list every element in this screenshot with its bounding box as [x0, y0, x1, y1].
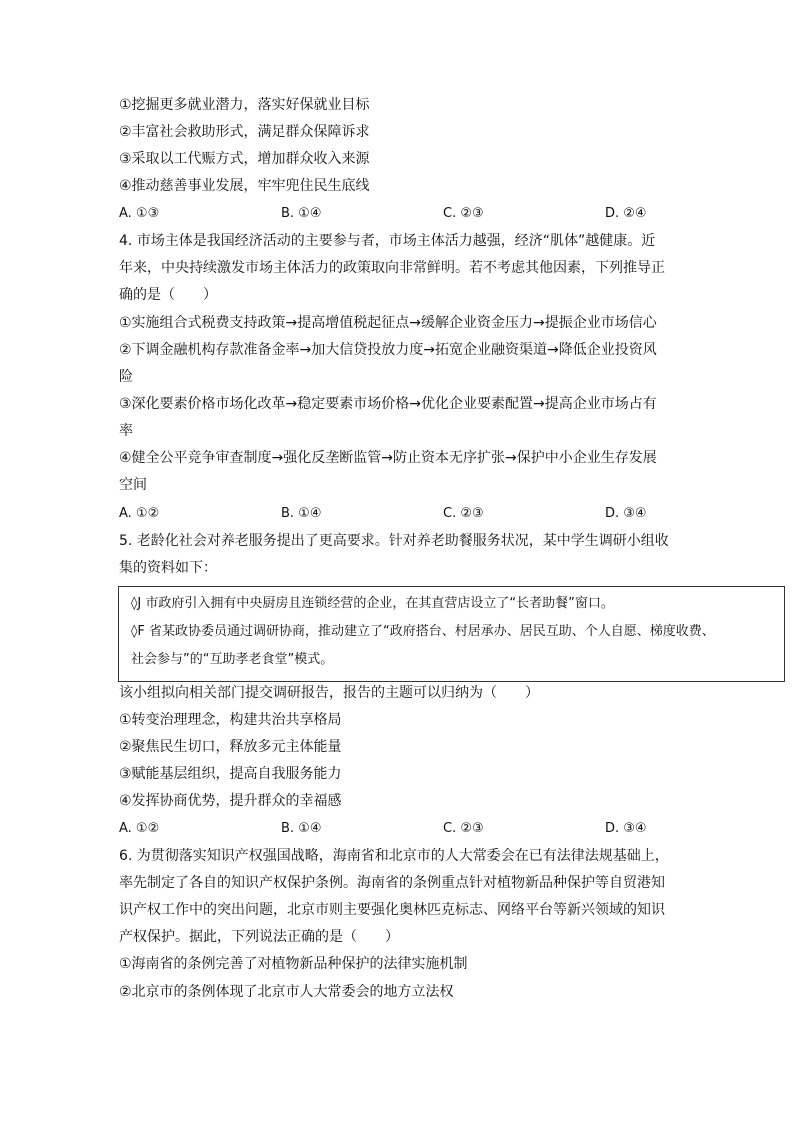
q4-option-a: A. ①② [119, 506, 160, 521]
q3-option-a: A. ①③ [119, 206, 160, 221]
material-box [118, 586, 785, 682]
q4-item-4: ④健全公平竞争审查制度→强化反垄断监管→防止资本无序扩张→保护中小企业生存发展 [119, 450, 657, 466]
q4-item-2: ②下调金融机构存款准备金率→加大信贷投放力度→拓宽企业融资渠道→降低企业投资风 [119, 342, 657, 358]
q4-stem-line-1: 4. 市场主体是我国经济活动的主要参与者，市场主体活力越强，经济“肌体”越健康。近 [119, 233, 656, 249]
q5-stem-line-1: 5. 老龄化社会对养老服务提出了更高要求。针对养老助餐服务状况，某中学生调研小组收 [119, 533, 669, 549]
material-line-2: ◊F 省某政协委员通过调研协商，推动建立了“政府搭台、村居承办、居民互助、个人自愿、梯度收费、 [131, 624, 715, 639]
q5-item-1: ①转变治理理念，构建共治共享格局 [119, 712, 342, 728]
q4-stem-line-2: 年来，中央持续激发市场主体活力的政策取向非常鲜明。若不考虑其他因素，下列推导正 [119, 260, 665, 276]
q3-option-b: B. ①④ [281, 206, 322, 221]
q5-item-3: ③赋能基层组织，提高自我服务能力 [119, 766, 342, 782]
q4-option-d: D. ③④ [605, 506, 647, 521]
q6-item-1: ①海南省的条例完善了对植物新品种保护的法律实施机制 [119, 956, 468, 972]
q4-stem-line-3: 确的是（ ） [119, 287, 217, 303]
material-line-3: 社会参与”的“互助孝老食堂”模式。 [131, 652, 334, 667]
q5-option-b: B. ①④ [281, 821, 322, 836]
q4-item-4-cont: 空间 [119, 477, 147, 493]
q4-option-b: B. ①④ [281, 506, 322, 521]
q6-stem-line-2: 率先制定了各自的知识产权保护条例。海南省的条例重点针对植物新品种保护等自贸港知 [119, 875, 665, 891]
q5-option-c: C. ②③ [443, 821, 484, 836]
q5-item-4: ④发挥协商优势，提升群众的幸福感 [119, 793, 342, 809]
q3-item-2: ②丰富社会救助形式，满足群众保障诉求 [119, 124, 370, 140]
q3-item-1: ①挖掘更多就业潜力，落实好保就业目标 [119, 97, 370, 113]
q5-question: 该小组拟向相关部门提交调研报告，报告的主题可以归纳为（ ） [119, 685, 539, 701]
q6-stem-line-3: 识产权工作中的突出问题，北京市则主要强化奥林匹克标志、网络平台等新兴领域的知识 [119, 902, 665, 918]
q6-stem-line-4: 产权保护。据此，下列说法正确的是（ ） [119, 929, 399, 945]
q4-item-3-cont: 率 [119, 423, 133, 439]
q6-stem-line-1: 6. 为贯彻落实知识产权强国战略，海南省和北京市的人大常委会在已有法律法规基础上， [119, 848, 669, 864]
q4-item-3: ③深化要素价格市场化改革→稳定要素市场价格→优化企业要素配置→提高企业市场占有 [119, 396, 657, 412]
q3-option-c: C. ②③ [443, 206, 484, 221]
q5-item-2: ②聚焦民生切口，释放多元主体能量 [119, 739, 342, 755]
q3-item-4: ④推动慈善事业发展，牢牢兜住民生底线 [119, 178, 370, 194]
q4-item-1: ①实施组合式税费支持政策→提高增值税起征点→缓解企业资金压力→提振企业市场信心 [119, 315, 657, 331]
q6-item-2: ②北京市的条例体现了北京市人大常委会的地方立法权 [119, 984, 454, 1000]
q5-option-a: A. ①② [119, 821, 160, 836]
material-line-1: ◊J 市政府引入拥有中央厨房且连锁经营的企业，在其直营店设立了“长者助餐”窗口。 [131, 596, 614, 611]
q5-option-d: D. ③④ [605, 821, 647, 836]
q4-option-c: C. ②③ [443, 506, 484, 521]
q4-item-2-cont: 险 [119, 369, 133, 385]
q5-stem-line-2: 集的资料如下： [119, 560, 217, 576]
q3-option-d: D. ②④ [605, 206, 647, 221]
q3-item-3: ③采取以工代赈方式，增加群众收入来源 [119, 151, 370, 167]
